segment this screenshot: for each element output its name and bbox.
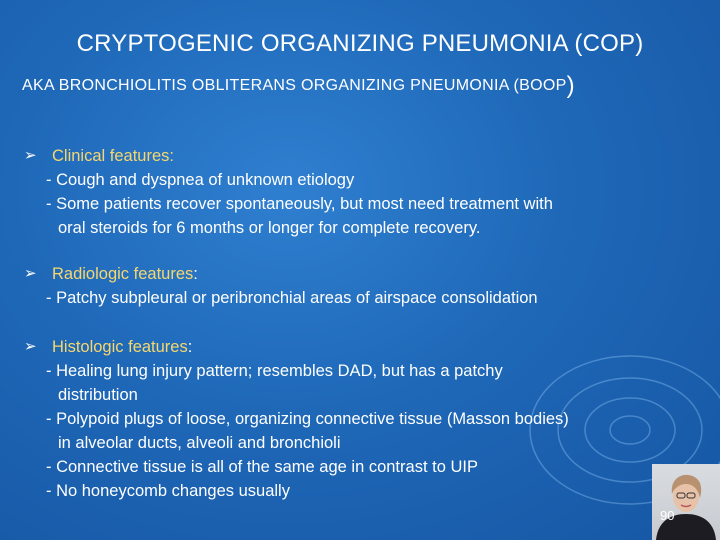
body-line: - Healing lung injury pattern; resembles DAD, but has a patchy [46,362,503,380]
page-number: 90 [660,508,675,523]
section-clinical [24,144,684,240]
body-line: - Patchy subpleural or peribronchial areas of airspace consolidation [46,289,538,307]
presenter-photo [652,464,720,540]
slide-title: CRYPTOGENIC ORGANIZING PNEUMONIA (COP) [76,30,644,57]
body-line: in alveolar ducts, alveoli and bronchioli [58,434,341,452]
section-heading [24,262,684,286]
slide-subtitle [22,72,575,100]
body-line: distribution [58,386,138,404]
section-radiologic [24,262,684,310]
body-line: - Connective tissue is all of the same age in contrast to UIP [46,458,478,476]
heading-colon: : [187,338,193,356]
body-line: - Cough and dyspnea of unknown etiology [46,171,355,189]
heading-label: Histologic features [52,338,188,356]
heading-label: Radiologic features [52,265,194,283]
section-heading [24,335,684,359]
section-histologic [24,335,684,503]
body-line: - No honeycomb changes usually [46,482,290,500]
subtitle-close-paren: ) [566,72,575,99]
heading-colon: : [193,265,198,283]
body-line: - Some patients recover spontaneously, but most need treatment with [46,195,553,213]
heading-colon: : [169,147,174,165]
body-line: - Polypoid plugs of loose, organizing connective tissue (Masson bodies) [46,410,569,428]
subtitle-text: AKA BRONCHIOLITIS OBLITERANS ORGANIZING PNEUMONIA (BOOP [22,77,567,94]
section-heading [24,144,684,168]
arrow-bullet-icon: ➢ [24,147,37,164]
arrow-bullet-icon: ➢ [24,338,37,355]
arrow-bullet-icon: ➢ [24,265,37,282]
body-line: oral steroids for 6 months or longer for complete recovery. [58,219,481,237]
heading-label: Clinical features [52,147,170,165]
